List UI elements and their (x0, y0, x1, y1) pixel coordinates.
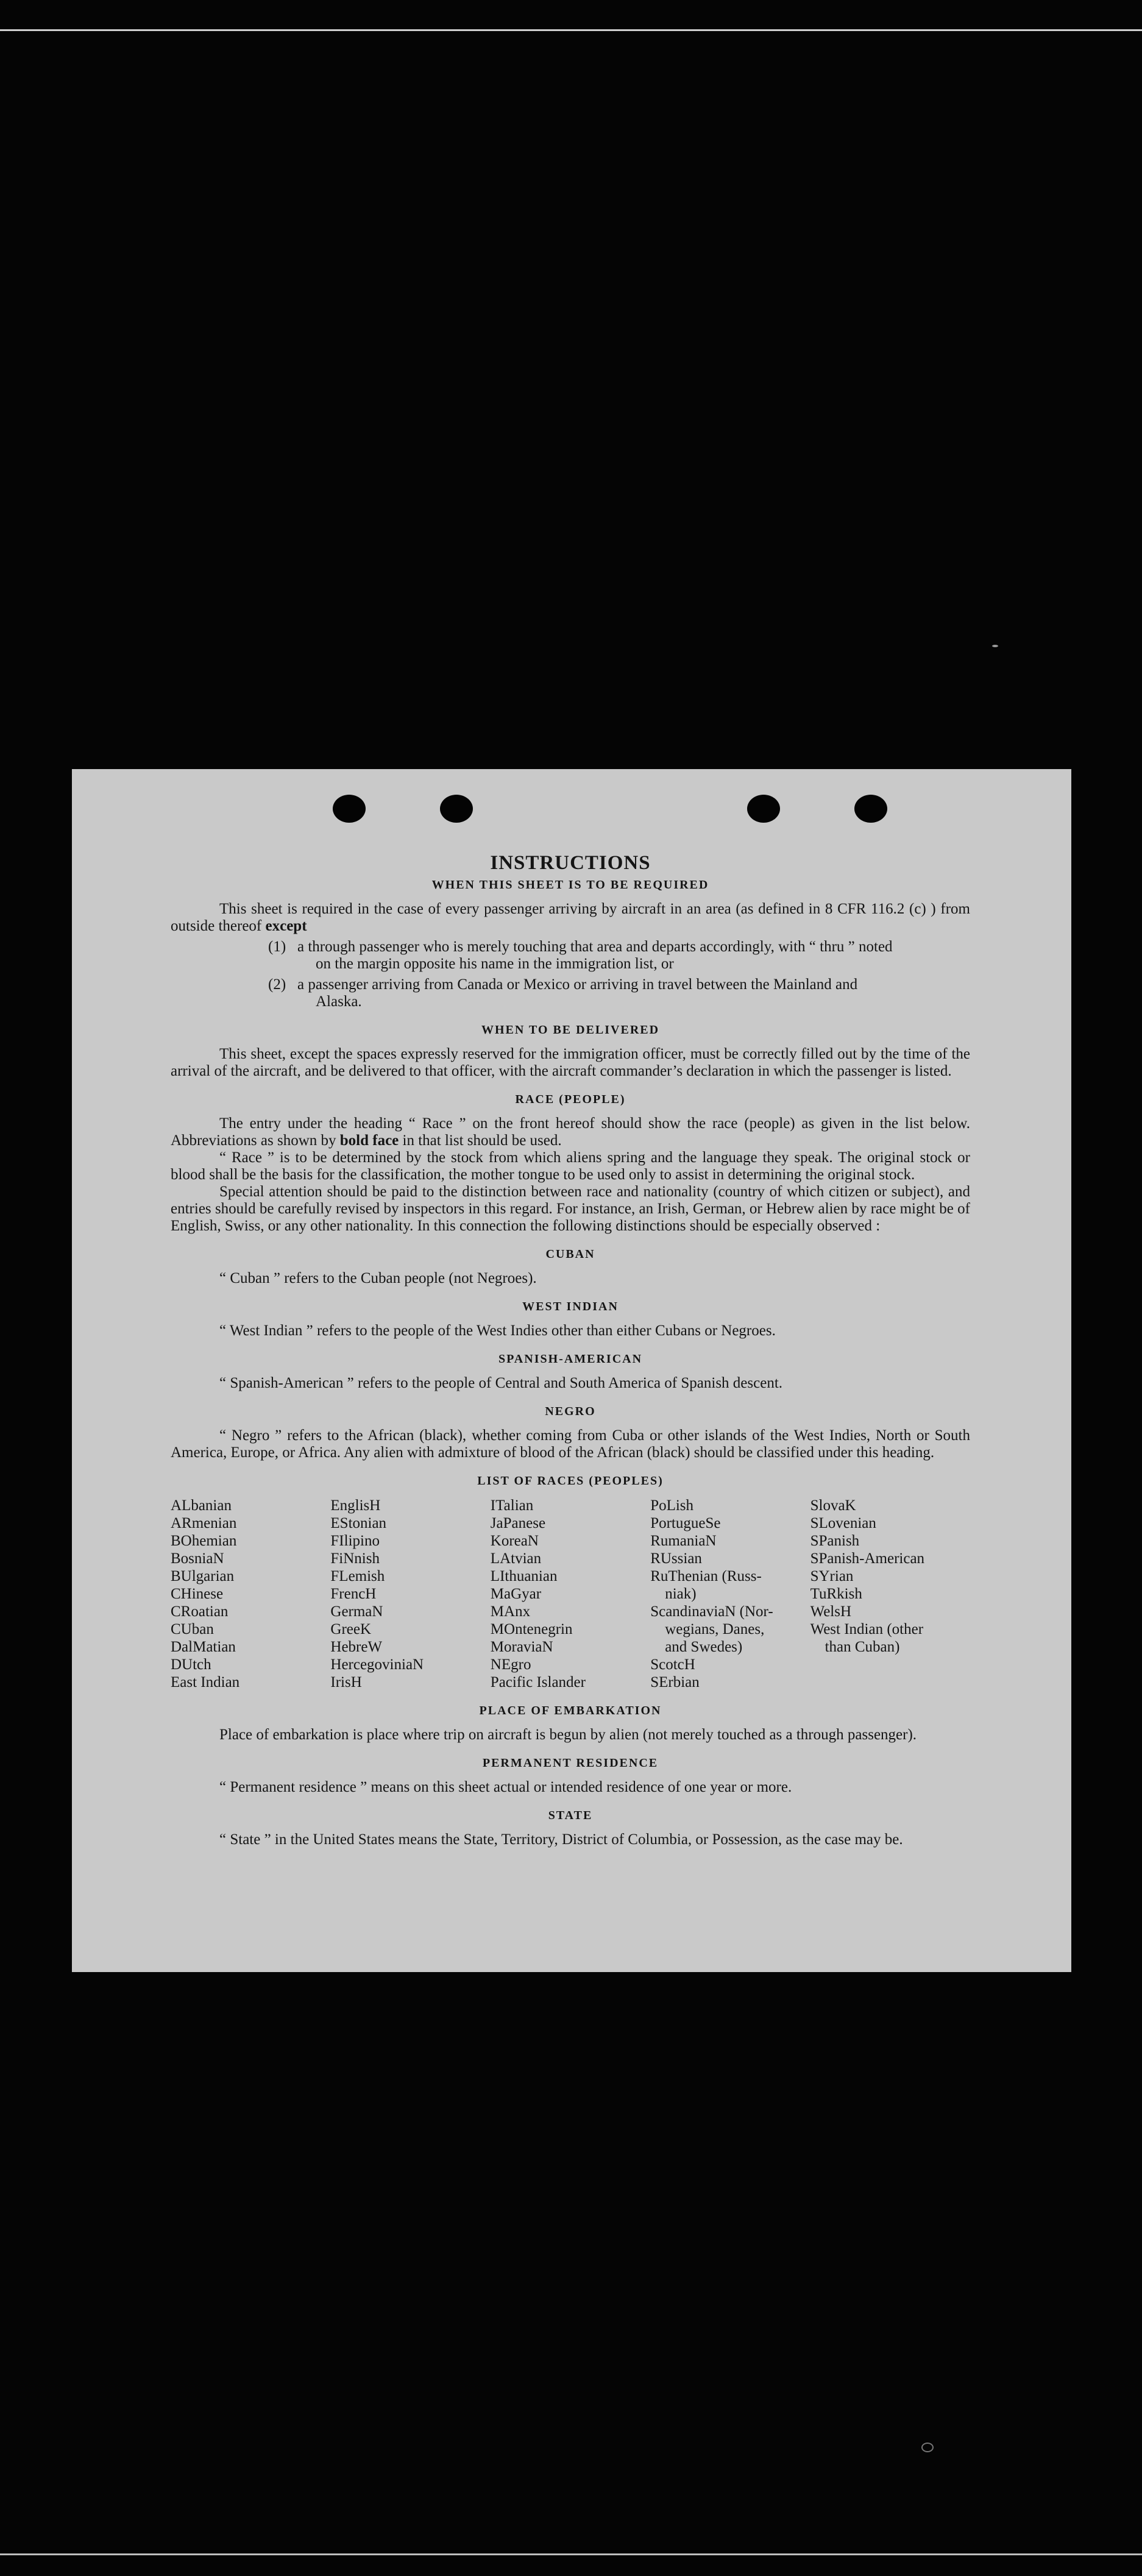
race-entry: NEgro (490, 1656, 531, 1673)
section-paragraph: “ State ” in the United States means the State, Territory, District of Columbia, or Possession, as the case may be. (219, 1831, 903, 1848)
race-entry: BUlgarian (171, 1568, 235, 1584)
race-entry: BosniaN (171, 1550, 224, 1567)
race-entry: SlovaK (810, 1497, 856, 1514)
scan-bottom-edge-line (0, 2553, 1142, 2555)
race-entry: WelsH (810, 1603, 852, 1620)
section-heading-spanish-american: SPANISH-AMERICAN (498, 1352, 643, 1366)
section-heading-state: STATE (548, 1809, 593, 1822)
section-paragraph: “ Cuban ” refers to the Cuban people (not Negroes). (219, 1270, 537, 1286)
race-entry: LIthuanian (490, 1568, 558, 1584)
race-entry-continuation: than Cuban) (825, 1639, 900, 1655)
race-entry-continuation: wegians, Danes, (665, 1621, 765, 1637)
race-entry: West Indian (other (810, 1621, 924, 1637)
section-heading-race: RACE (PEOPLE) (515, 1093, 626, 1106)
race-entry: KoreaN (490, 1533, 539, 1549)
race-entry: HercegoviniaN (330, 1656, 424, 1673)
race-entry: FiNnish (330, 1550, 380, 1567)
section-paragraph: This sheet is required in the case of every passenger arriving by aircraft in an area (as defined in 8 CFR 116.2 (c) ) from outside thereof except (171, 901, 970, 934)
scan-speck (992, 645, 998, 647)
page-title: INSTRUCTIONS (490, 852, 651, 874)
race-column (491, 1497, 650, 1691)
race-column (650, 1497, 810, 1691)
punch-hole (333, 795, 366, 823)
race-column (810, 1497, 970, 1691)
section-heading-west-indian: WEST INDIAN (522, 1300, 619, 1313)
race-entry: MAnx (490, 1603, 531, 1620)
race-list (171, 1497, 970, 1691)
race-entry-continuation: niak) (665, 1586, 697, 1602)
race-entry: ScandinaviaN (Nor- (650, 1603, 773, 1620)
race-entry: Pacific Islander (490, 1674, 586, 1691)
race-entry: East Indian (171, 1674, 240, 1691)
race-entry: GreeK (330, 1621, 372, 1637)
race-entry: IrisH (330, 1674, 362, 1691)
race-entry: MoraviaN (490, 1639, 553, 1655)
race-entry: SPanish (810, 1533, 860, 1549)
race-entry: MaGyar (490, 1586, 542, 1602)
race-entry: SYrian (810, 1568, 854, 1584)
section-heading-negro: NEGRO (545, 1405, 596, 1418)
section-paragraph: This sheet, except the spaces expressly reserved for the immigration officer, must be correctly filled out by the time of the arrival of the aircraft, and be delivered to that officer, with the aircraft commander’s declaration in which the passenger is listed. (171, 1046, 970, 1079)
race-entry: ALbanian (171, 1497, 232, 1514)
race-column (330, 1497, 490, 1691)
instruction-sheet (72, 769, 1071, 1972)
race-entry: RumaniaN (650, 1533, 717, 1549)
section-heading-place-of-embarkation: PLACE OF EMBARKATION (479, 1704, 662, 1717)
scan-top-edge-line (0, 29, 1142, 31)
race-entry: CHinese (171, 1586, 224, 1602)
section-paragraph: “ Permanent residence ” means on this sheet actual or intended residence of one year or more. (219, 1779, 792, 1795)
race-entry: LAtvian (490, 1550, 542, 1567)
race-entry: PortugueSe (650, 1515, 721, 1531)
section-heading-when-required: WHEN THIS SHEET IS TO BE REQUIRED (431, 878, 709, 892)
punch-hole (854, 795, 887, 823)
race-entry: SPanish-American (810, 1550, 925, 1567)
race-entry: DUtch (171, 1656, 211, 1673)
instructions-body (171, 854, 970, 1848)
section-paragraph: “ Spanish-American ” refers to the people of Central and South America of Spanish descent. (219, 1375, 783, 1391)
race-entry: GermaN (330, 1603, 383, 1620)
race-entry: SLovenian (810, 1515, 876, 1531)
race-entry: CUban (171, 1621, 214, 1637)
race-entry: ScotcH (650, 1656, 695, 1673)
list-item: (1) a through passenger who is merely touching that area and departs accordingly, with “ thru ” noted on the margin opposite his name in the immigration list, or (268, 939, 893, 972)
race-entry: RUssian (650, 1550, 702, 1567)
race-entry: HebreW (330, 1639, 383, 1655)
race-entry: SErbian (650, 1674, 700, 1691)
race-entry: JaPanese (490, 1515, 546, 1531)
race-entry: BOhemian (171, 1533, 237, 1549)
section-paragraph: “ Race ” is to be determined by the stock from which aliens spring and the language they speak. The original stock or blood shall be the basis for the classification, the mother tongue to be used only to assist in determining the original stock. (171, 1149, 970, 1183)
section-heading-permanent-residence: PERMANENT RESIDENCE (482, 1756, 659, 1770)
punch-hole (747, 795, 780, 823)
race-entry: FLemish (330, 1568, 385, 1584)
section-paragraph: The entry under the heading “ Race ” on the front hereof should show the race (people) as given in the list below. Abbreviations as shown by bold face in that list should be used. (171, 1115, 970, 1149)
section-heading-cuban: CUBAN (545, 1247, 595, 1261)
scan-speck (921, 2443, 934, 2452)
race-entry: FIlipino (330, 1533, 380, 1549)
race-entry: ITalian (490, 1497, 534, 1514)
section-paragraph: Place of embarkation is place where trip on aircraft is begun by alien (not merely touched as a through passenger). (219, 1726, 917, 1743)
section-paragraph: “ West Indian ” refers to the people of the West Indies other than either Cubans or Negroes. (219, 1322, 776, 1339)
section-paragraph: Special attention should be paid to the distinction between race and nationality (country of which citizen or subject), and entries should be carefully revised by inspectors in this regard. For instance, an Irish, German, or Hebrew alien by race might be of English, Swiss, or any other nationality. In this connection the following distinctions should be especially observed : (171, 1183, 970, 1234)
race-entry: TuRkish (810, 1586, 862, 1602)
race-entry: EStonian (330, 1515, 387, 1531)
race-column (171, 1497, 330, 1691)
race-entry: ARmenian (171, 1515, 237, 1531)
section-heading-when-delivered: WHEN TO BE DELIVERED (481, 1023, 660, 1037)
race-entry: EnglisH (330, 1497, 381, 1514)
race-entry: PoLish (650, 1497, 694, 1514)
race-entry: FrencH (330, 1586, 377, 1602)
race-entry: MOntenegrin (490, 1621, 573, 1637)
race-entry-continuation: and Swedes) (665, 1639, 743, 1655)
race-entry: RuThenian (Russ- (650, 1568, 762, 1584)
list-item: (2) a passenger arriving from Canada or Mexico or arriving in travel between the Mainland and Alaska. (268, 976, 858, 1010)
race-entry: DalMatian (171, 1639, 236, 1655)
section-heading-list-of-races: LIST OF RACES (PEOPLES) (477, 1474, 664, 1488)
punch-hole (440, 795, 473, 823)
section-paragraph: “ Negro ” refers to the African (black), whether coming from Cuba or other islands of the West Indies, North or South America, Europe, or Africa. Any alien with admixture of blood of the African (black) should be classified under this heading. (171, 1427, 970, 1461)
race-entry: CRoatian (171, 1603, 229, 1620)
